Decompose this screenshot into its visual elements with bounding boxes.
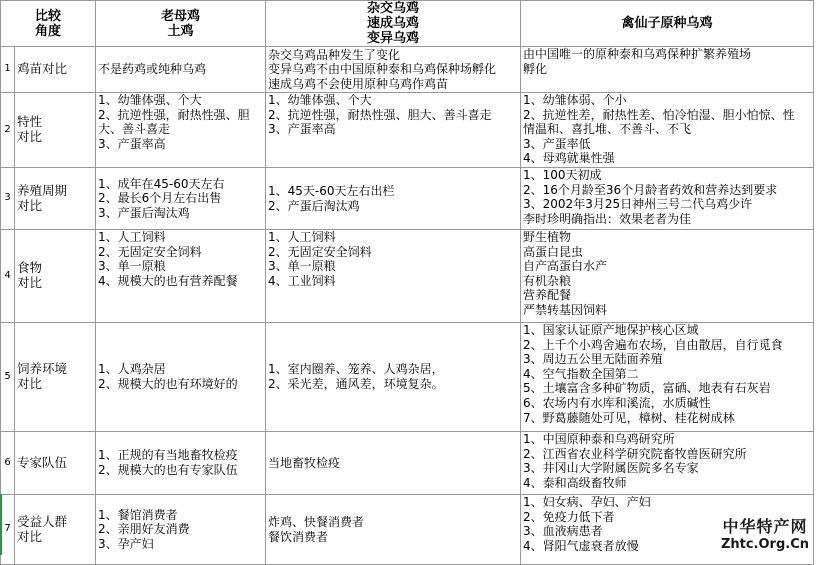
row-index: 5 — [1, 323, 15, 432]
cell-line: 孵化 — [523, 61, 548, 76]
cell-line: 3、2002年3月25日神州三号二代乌鸡少许 — [523, 197, 753, 212]
cell-line: 4、泰和高级畜牧师 — [523, 475, 627, 490]
cell-line: 专家队伍 — [17, 454, 68, 470]
header-line: 老母鸡 — [161, 8, 201, 24]
header-row — [1, 1, 814, 47]
table-row — [1, 93, 814, 168]
xianzi-chicken-cell — [521, 432, 814, 495]
cell-line: 3、井冈山大学附属医院多名专家 — [523, 461, 699, 476]
row-category — [15, 495, 96, 565]
row-index: 2 — [1, 93, 15, 168]
native-chicken-cell — [96, 432, 266, 495]
header-line: 速成乌鸡 — [367, 16, 420, 31]
cell-line: 营养配餐 — [523, 288, 572, 303]
cell-line: 养殖周期 — [17, 182, 68, 198]
cell-line: 饲养环境 — [17, 361, 68, 377]
cell-line: 特性 — [17, 114, 43, 130]
cell-line: 有机杂粮 — [523, 273, 572, 288]
cell-line: 变异乌鸡不由中国原种泰和乌鸡保种场孵化 — [268, 62, 497, 77]
watermark-cn: 中华特产网 — [722, 517, 808, 536]
cell-line: 1、幼雏体弱、个小 — [523, 93, 627, 107]
cell-line: 对比 — [17, 376, 43, 391]
header-xianzi-chicken — [521, 1, 814, 47]
row-index: 3 — [1, 168, 15, 230]
cell-line: 对比 — [17, 275, 43, 290]
cell-line: 2、产蛋后淘汰鸡 — [268, 198, 360, 213]
row-index: 6 — [1, 432, 15, 495]
cell-line: 1、幼雏体强、个大 — [268, 93, 372, 107]
site-watermark — [721, 517, 809, 553]
row-index: 1 — [1, 47, 15, 93]
watermark-en: Zhtc.Org.Cn — [720, 537, 809, 552]
cell-line: 对比 — [17, 129, 43, 144]
cell-line: 1、国家认证原产地保护核心区域 — [523, 323, 699, 337]
cell-line: 1、幼雏体强、个大 — [98, 93, 202, 107]
cell-line: 4、母鸡就巢性强 — [523, 151, 615, 166]
cell-line: 1、100天初成 — [523, 168, 602, 182]
hybrid-chicken-cell — [266, 230, 521, 323]
cell-line: 情温和、喜扎堆、不善斗、不飞 — [523, 122, 692, 137]
cell-line: 2、免疫力低下者 — [523, 509, 615, 524]
cell-line: 李时珍明确指出：效果老者为佳 — [523, 211, 692, 226]
cell-line: 7、野葛藤随处可见，樟树、桂花树成林 — [523, 410, 735, 425]
cell-line: 4、空气指数全国第二 — [523, 366, 639, 381]
cell-line: 2、16个月龄至36个月龄者药效和营养达到要求 — [523, 182, 778, 197]
hybrid-chicken-cell — [266, 168, 521, 230]
cell-line: 食物 — [17, 260, 43, 276]
hybrid-chicken-cell — [266, 323, 521, 432]
row-category — [15, 432, 96, 495]
cell-line: 餐饮消费者 — [268, 529, 329, 544]
cell-line: 3、周边五公里无陆面养殖 — [523, 352, 663, 367]
header-line: 土鸡 — [167, 23, 194, 39]
native-chicken-cell — [96, 93, 266, 168]
cell-line: 自产高蛋白水产 — [523, 259, 608, 274]
table-row — [1, 168, 814, 230]
row-category — [15, 168, 96, 230]
cell-line: 4、肾阳气虚衰者放慢 — [523, 538, 639, 553]
header-line: 禽仙子原种乌鸡 — [621, 16, 713, 31]
cell-line: 4、规模大的也有营养配餐 — [98, 273, 238, 288]
table-row — [1, 323, 814, 432]
cell-line: 杂交乌鸡品种发生了变化 — [268, 47, 401, 62]
xianzi-chicken-cell — [521, 93, 814, 168]
cell-line: 2、江西省农业科学研究院畜牧兽医研究所 — [523, 446, 747, 461]
cell-line: 1、人鸡杂居 — [98, 362, 166, 377]
native-chicken-cell — [96, 47, 266, 93]
cell-line: 2、上千个小鸡舍遍布农场，自由散居，自行觅食 — [523, 337, 783, 352]
cell-line: 对比 — [17, 197, 43, 213]
xianzi-chicken-cell — [521, 47, 814, 93]
header-line: 比较 — [35, 8, 62, 24]
cell-line: 2、抗逆性强，耐热性强、胆 — [98, 107, 250, 122]
cell-line: 2、采光差，通风差，环境复杂。 — [268, 377, 444, 391]
cell-line: 高蛋白昆虫 — [523, 244, 584, 259]
cell-line: 3、产蛋率低 — [523, 136, 591, 151]
cell-line: 6、农场内有水库和溪流，水质碱性 — [523, 395, 711, 410]
header-native-chicken — [96, 1, 266, 47]
cell-line: 2、无固定安全饲料 — [98, 244, 202, 259]
table-body — [1, 47, 814, 565]
cell-line: 2、亲朋好友消费 — [98, 522, 190, 537]
cell-line: 3、产蛋率高 — [98, 136, 166, 151]
header-line: 变异乌鸡 — [367, 31, 420, 46]
row-category — [15, 323, 96, 432]
cell-line: 2、抗逆性强，耐热性强、胆大、善斗喜走 — [268, 107, 492, 122]
hybrid-chicken-cell — [266, 432, 521, 495]
cell-line: 速成乌鸡不会使用原种乌鸡作鸡苗 — [268, 76, 449, 91]
cell-line: 严禁转基因饲料 — [523, 302, 608, 317]
native-chicken-cell — [96, 168, 266, 230]
cell-line: 1、人工饲料 — [98, 230, 166, 244]
cell-line: 不是药鸡或纯种乌鸡 — [98, 62, 207, 77]
cell-line: 当地畜牧检疫 — [268, 455, 341, 470]
row-category — [15, 47, 96, 93]
cell-line: 3、产蛋率高 — [268, 122, 336, 137]
cell-line: 3、单一原粮 — [98, 259, 166, 274]
cell-line: 炸鸡、快餐消费者 — [268, 514, 365, 529]
selection-marker — [0, 494, 2, 555]
cell-line: 2、最长6个月左右出售 — [98, 191, 222, 206]
cell-line: 1、室内圈养、笼养、人鸡杂居， — [268, 362, 444, 377]
table-row — [1, 495, 814, 565]
cell-line: 3、血液病患者 — [523, 524, 603, 539]
cell-line: 1、中国原种泰和乌鸡研究所 — [523, 432, 675, 446]
native-chicken-cell — [96, 323, 266, 432]
native-chicken-cell — [96, 230, 266, 323]
cell-line: 2、无固定安全饲料 — [268, 244, 372, 259]
cell-line: 2、规模大的也有环境好的 — [98, 377, 238, 391]
table-row — [1, 432, 814, 495]
cell-line: 对比 — [17, 528, 43, 544]
xianzi-chicken-cell — [521, 168, 814, 230]
cell-line: 2、规模大的也有专家队伍 — [98, 463, 238, 477]
native-chicken-cell — [96, 495, 266, 565]
cell-line: 4、工业饲料 — [268, 273, 336, 288]
row-category — [15, 230, 96, 323]
header-line: 杂交乌鸡 — [367, 1, 420, 16]
xianzi-chicken-cell — [521, 230, 814, 323]
row-index: 4 — [1, 230, 15, 323]
table-row — [1, 47, 814, 93]
hybrid-chicken-cell — [266, 495, 521, 565]
header-hybrid-chicken — [266, 1, 521, 47]
table-row — [1, 230, 814, 323]
cell-line: 5、土壤富含多种矿物质，富硒、地表有石灰岩 — [523, 381, 771, 396]
cell-line: 1、人工饲料 — [268, 230, 336, 244]
cell-line: 2、抗逆性差，耐热性差、怕冷怕湿、胆小怕惊、性 — [523, 107, 795, 122]
row-category — [15, 93, 96, 168]
cell-line: 大、善斗喜走 — [98, 122, 171, 137]
cell-line: 3、单一原粮 — [268, 259, 336, 274]
hybrid-chicken-cell — [266, 93, 521, 168]
cell-line: 1、餐馆消费者 — [98, 507, 178, 522]
cell-line: 受益人群 — [17, 513, 68, 529]
cell-line: 鸡苗对比 — [17, 61, 68, 77]
header-compare-angle — [1, 1, 96, 47]
hybrid-chicken-cell — [266, 47, 521, 93]
cell-line: 1、45天-60天左右出栏 — [268, 183, 395, 198]
row-index: 7 — [1, 495, 15, 565]
cell-line: 1、妇女病、孕妇、产妇 — [523, 495, 651, 509]
xianzi-chicken-cell — [521, 323, 814, 432]
cell-line: 3、产蛋后淘汰鸡 — [98, 205, 190, 220]
cell-line: 野生植物 — [523, 230, 572, 244]
cell-line: 由中国唯一的原种泰和乌鸡保种扩繁养殖场 — [523, 47, 752, 61]
cell-line: 3、孕产妇 — [98, 536, 154, 551]
cell-line: 1、成年在45-60天左右 — [98, 176, 225, 191]
cell-line: 1、正规的有当地畜牧检疫 — [98, 448, 238, 463]
header-line: 角度 — [35, 23, 62, 39]
